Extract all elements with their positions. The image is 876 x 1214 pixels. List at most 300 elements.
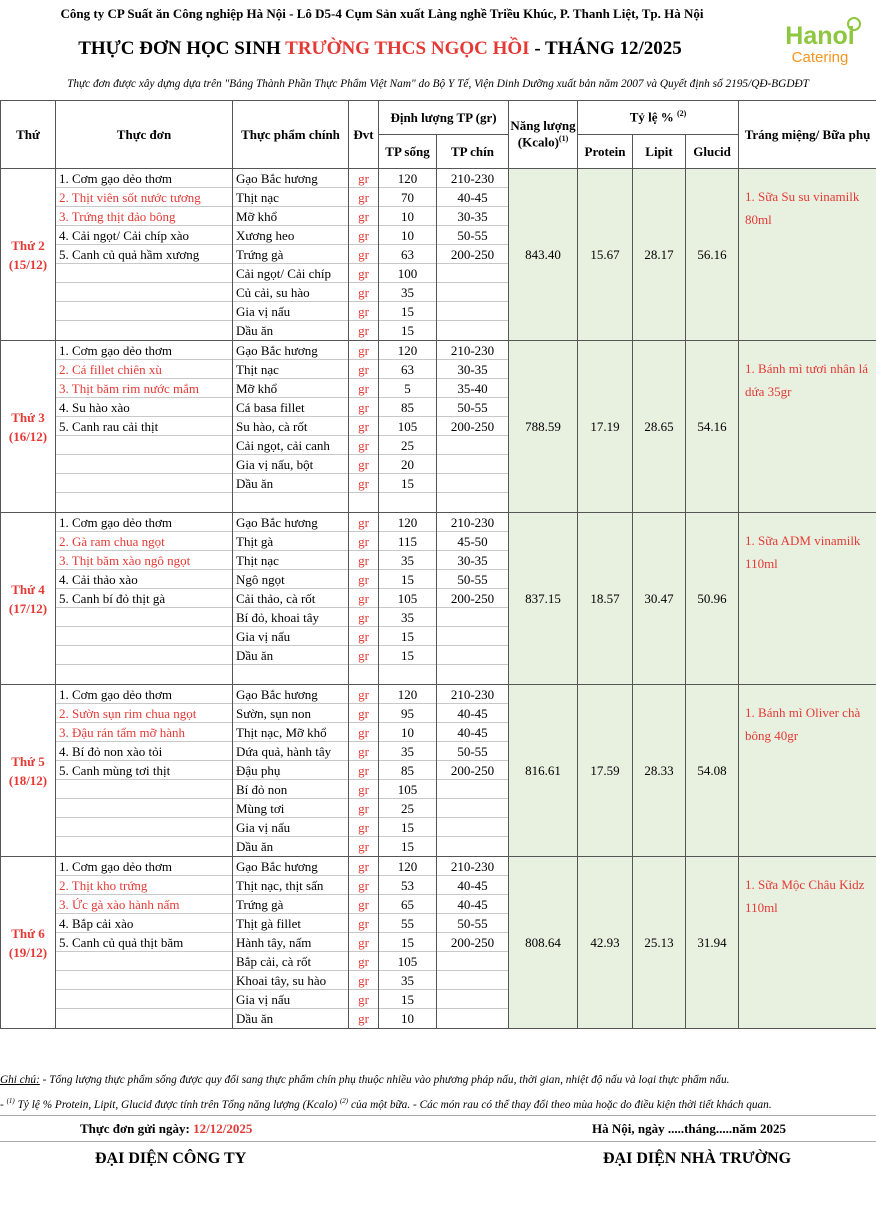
glucid-value: 54.08 [686,685,739,857]
raw-list [379,341,437,513]
unit-list [349,341,379,513]
cooked-qty-cell: 30-35 [437,207,508,226]
ingredient-cell: Cá basa fillet [233,398,348,417]
raw-qty-cell: 15 [401,839,414,854]
raw-qty-cell: 120 [379,169,436,188]
col-tp-chin: TP chín [437,135,509,169]
ingredient-cell: Cải ngọt, cải canh [233,436,348,455]
unit-cell: gr [358,1011,369,1026]
glucid-value: 31.94 [686,857,739,1029]
raw-qty-cell: 95 [379,704,436,723]
cooked-qty-cell: 40-45 [437,876,508,895]
note2-sup2: (2) [339,1097,349,1105]
dish-item: 2. Thịt kho trứng [56,876,232,895]
note-line-2 [0,1097,876,1111]
title-part1: THỰC ĐƠN HỌC SINH [78,38,286,59]
ingredient-cell: Thịt gà fillet [233,914,348,933]
raw-list [379,685,437,857]
dish-empty [56,799,232,818]
cooked-qty-cell: 200-250 [437,589,508,608]
logo-graphic [768,8,872,68]
dish-item: 1. Cơm gạo dẻo thơm [56,857,232,876]
unit-cell: gr [349,169,378,188]
unit-cell: gr [349,207,378,226]
cooked-qty-cell [437,608,508,627]
dish-empty [56,837,232,856]
raw-qty-cell: 15 [379,474,436,493]
cooked-qty-cell: 50-55 [437,742,508,761]
ingredient-cell: Xương heo [233,226,348,245]
cooked-qty-cell [437,436,508,455]
unit-cell [349,493,378,512]
unit-cell: gr [349,417,378,436]
unit-cell: gr [349,857,378,876]
ingredient-cell: Dứa quả, hành tây [233,742,348,761]
unit-cell: gr [349,589,378,608]
unit-cell: gr [349,646,378,665]
unit-cell: gr [358,839,369,854]
dish-item: 1. Cơm gạo dẻo thơm [56,685,232,704]
dish-empty [56,264,232,283]
dish-empty [56,321,232,340]
unit-cell: gr [349,341,378,360]
raw-qty-cell: 15 [379,302,436,321]
cooked-list [437,513,509,685]
cooked-list [437,341,509,513]
unit-cell: gr [349,188,378,207]
dish-empty [56,608,232,627]
dish-item: 1. Cơm gạo dẻo thơm [56,341,232,360]
day-label [1,169,56,341]
dish-item: 3. Ức gà xào hành nấm [56,895,232,914]
page-title [0,38,760,60]
cooked-qty-cell: 40-45 [437,723,508,742]
dish-item: 4. Bắp cải xào [56,914,232,933]
dish-empty [56,1009,232,1028]
cooked-qty-cell [437,799,508,818]
raw-qty-cell: 120 [379,513,436,532]
day-block [1,685,876,857]
dish-item: 4. Cải thảo xào [56,570,232,589]
raw-qty-cell: 10 [401,1011,414,1026]
raw-qty-cell: 15 [401,323,414,338]
cooked-qty-cell: 50-55 [437,226,508,245]
cooked-qty-cell [437,1009,508,1028]
raw-qty-cell: 25 [379,436,436,455]
energy-value: 788.59 [509,341,578,513]
raw-qty-cell: 105 [379,952,436,971]
ingredient-cell: Gạo Bắc hương [233,341,348,360]
raw-qty-cell: 15 [379,570,436,589]
unit-cell: gr [349,761,378,780]
ingredient-cell: Ngô ngọt [233,570,348,589]
ingredient-cell: Bắp cải, cà rốt [233,952,348,971]
cooked-qty-cell: 50-55 [437,914,508,933]
ingredient-cell: Sườn, sụn non [233,704,348,723]
ingredient-cell: Gia vị nấu [233,302,348,321]
ingredient-cell: Thịt gà [233,532,348,551]
dish-item: 3. Thịt băm rim nước mắm [56,379,232,398]
dish-empty [56,665,232,684]
ingredient-list [233,169,349,341]
cooked-qty-cell: 30-35 [437,360,508,379]
unit-cell: gr [349,780,378,799]
ingredient-cell: Gạo Bắc hương [233,857,348,876]
dish-list [56,169,233,341]
col-protein: Protein [578,135,633,169]
raw-list [379,513,437,685]
ingredient-cell: Thịt nạc [233,360,348,379]
raw-qty-cell: 55 [379,914,436,933]
raw-qty-cell: 120 [379,685,436,704]
unit-cell [349,665,378,684]
dish-list [56,513,233,685]
ingredient-cell: Trứng gà [233,895,348,914]
unit-cell: gr [349,799,378,818]
logo-sub-text: Catering [791,49,849,66]
raw-qty-cell: 35 [379,608,436,627]
note2-prefix: - [0,1098,7,1111]
note2-end: của một bữa. - Các món rau có thể thay đổi theo mùa hoặc do điều kiện thời tiết khách quan. [348,1098,772,1111]
raw-qty-cell: 120 [379,857,436,876]
cooked-qty-cell: 210-230 [437,857,508,876]
raw-list [379,857,437,1029]
cooked-qty-cell [437,283,508,302]
raw-qty-cell: 105 [379,780,436,799]
ingredient-cell: Mỡ khổ [233,207,348,226]
ty-le-sup: (2) [677,109,687,119]
unit-cell: gr [349,742,378,761]
raw-qty-cell: 10 [379,226,436,245]
ingredient-cell: Mùng tơi [233,799,348,818]
day-name: Thứ 3 [11,409,45,425]
col-thuc-don: Thực đơn [56,101,233,169]
dish-item: 4. Su hào xào [56,398,232,417]
day-date: (16/12) [8,428,48,444]
raw-qty-cell: 15 [379,627,436,646]
unit-cell: gr [349,627,378,646]
cooked-qty-cell: 210-230 [437,169,508,188]
ingredient-cell: Su hào, cà rốt [233,417,348,436]
dish-item: 4. Cải ngọt/ Cải chíp xào [56,226,232,245]
energy-value: 837.15 [509,513,578,685]
ingredient-cell: Trứng gà [233,245,348,264]
unit-cell: gr [349,398,378,417]
unit-cell: gr [349,914,378,933]
dish-list [56,685,233,857]
protein-value: 17.59 [578,685,633,857]
dish-item: 3. Thịt băm xào ngô ngọt [56,551,232,570]
day-block [1,169,876,341]
ingredient-cell: Thịt nạc, thịt sấn [233,876,348,895]
logo-main-text: Hanoi [785,22,855,50]
cooked-qty-cell: 40-45 [437,895,508,914]
cooked-list [437,169,509,341]
dish-empty [56,302,232,321]
cooked-qty-cell [437,818,508,837]
ingredient-cell: Cải thảo, cà rốt [233,589,348,608]
raw-list [379,169,437,341]
ingredient-cell: Gia vị nấu [233,818,348,837]
raw-qty-cell: 15 [379,646,436,665]
unit-cell: gr [349,971,378,990]
cooked-qty-cell: 200-250 [437,245,508,264]
day-name: Thứ 2 [11,237,45,253]
ingredient-cell: Gạo Bắc hương [233,513,348,532]
dish-item: 2. Sườn sụn rim chua ngọt [56,704,232,723]
cooked-qty-cell: 50-55 [437,398,508,417]
unit-cell: gr [349,436,378,455]
raw-qty-cell [379,665,436,684]
unit-cell: gr [349,723,378,742]
lipit-value: 28.17 [633,169,686,341]
company-header: Công ty CP Suất ăn Công nghiệp Hà Nội - Lô D5-4 Cụm Sản xuất Làng nghề Triều Khúc, P. Thanh Liệt, Tp. Hà Nội [60,6,704,21]
ingredient-cell: Gạo Bắc hương [233,169,348,188]
cooked-qty-cell [437,474,508,493]
raw-qty-cell: 85 [379,761,436,780]
raw-qty-cell: 35 [379,971,436,990]
raw-qty-cell: 10 [379,723,436,742]
unit-list [349,513,379,685]
sent-date: 12/12/2025 [193,1121,253,1136]
unit-cell: gr [349,360,378,379]
note-label: Ghi chú: [0,1074,40,1086]
day-date: (17/12) [8,600,48,616]
note-line-1 [0,1074,876,1086]
menu-reference-note: Thực đơn được xây dựng dựa trên "Bảng Thành Phần Thực Phẩm Việt Nam" do Bộ Y Tế, Viện Dinh Dưỡng xuất bản năm 2007 và Quyết định số 2195/QĐ-BGDĐT [67,78,809,90]
ingredient-cell: Dầu ăn [236,323,274,338]
cooked-qty-cell [437,971,508,990]
raw-qty-cell: 120 [379,341,436,360]
cooked-qty-cell [437,665,508,684]
dish-empty [56,952,232,971]
unit-cell: gr [349,933,378,952]
title-part2: - THÁNG 12/2025 [529,38,682,59]
dish-empty [56,818,232,837]
glucid-value: 56.16 [686,169,739,341]
unit-list [349,857,379,1029]
cooked-qty-cell: 200-250 [437,417,508,436]
raw-qty-cell: 63 [379,360,436,379]
lipit-value: 28.65 [633,341,686,513]
dish-list [56,857,233,1029]
unit-cell: gr [349,952,378,971]
dish-item: 3. Đậu rán tẩm mỡ hành [56,723,232,742]
footer-divider-2 [0,1141,876,1142]
dish-item: 2. Thịt viên sốt nước tương [56,188,232,207]
protein-value: 42.93 [578,857,633,1029]
dish-item: 5. Canh bí đỏ thịt gà [56,589,232,608]
dish-empty [56,455,232,474]
cooked-qty-cell: 35-40 [437,379,508,398]
day-name: Thứ 6 [11,925,45,941]
raw-qty-cell: 65 [379,895,436,914]
note2-mid: Tỷ lệ % Protein, Lipit, Glucid được tính trên Tổng năng lượng (Kcalo) [14,1098,340,1111]
dish-item: 5. Canh củ quả thịt băm [56,933,232,952]
raw-qty-cell: 5 [379,379,436,398]
ingredient-cell: Gia vị nấu [233,990,348,1009]
raw-qty-cell: 10 [379,207,436,226]
energy-value: 843.40 [509,169,578,341]
unit-list [349,169,379,341]
dish-empty [56,780,232,799]
dish-list [56,341,233,513]
ingredient-cell [233,665,348,684]
day-label [1,341,56,513]
cooked-list [437,857,509,1029]
glucid-value: 50.96 [686,513,739,685]
ingredient-cell: Dầu ăn [236,839,274,854]
dish-item: 4. Bí đỏ non xào tỏi [56,742,232,761]
raw-qty-cell: 15 [379,818,436,837]
footer-divider [0,1115,876,1116]
raw-qty-cell [379,493,436,512]
unit-cell: gr [349,264,378,283]
ingredient-cell: Củ cải, su hào [233,283,348,302]
ingredient-cell [233,493,348,512]
unit-cell: gr [349,570,378,589]
rep-company: ĐẠI DIỆN CÔNG TY [95,1150,247,1167]
hanoi-catering-logo [768,8,872,68]
cooked-qty-cell: 40-45 [437,704,508,723]
cooked-qty-cell: 210-230 [437,685,508,704]
dish-item: 2. Gà ram chua ngọt [56,532,232,551]
unit-cell: gr [349,685,378,704]
cooked-qty-cell [437,952,508,971]
unit-cell: gr [349,513,378,532]
raw-qty-cell: 100 [379,264,436,283]
ingredient-cell: Dầu ăn [233,474,348,493]
raw-qty-cell: 105 [379,589,436,608]
day-name: Thứ 5 [11,753,45,769]
col-thu: Thứ [1,101,56,169]
unit-cell: gr [349,455,378,474]
raw-qty-cell: 15 [379,990,436,1009]
ingredient-list [233,341,349,513]
unit-cell: gr [349,551,378,570]
cooked-qty-cell: 40-45 [437,188,508,207]
raw-qty-cell: 35 [379,283,436,302]
col-ty-le [578,101,739,135]
day-label [1,685,56,857]
nang-luong-label: Năng lượng (Kcalo) [510,118,576,150]
dessert-cell: 1. Bánh mì tươi nhân lá dứa 35gr [739,341,876,513]
day-label [1,513,56,685]
raw-qty-cell: 25 [379,799,436,818]
dish-empty [56,493,232,512]
raw-qty-cell: 35 [379,742,436,761]
raw-qty-cell: 15 [379,933,436,952]
dessert-cell: 1. Bánh mì Oliver chà bông 40gr [739,685,876,857]
menu-table [0,100,876,1029]
cooked-qty-cell: 50-55 [437,570,508,589]
glucid-value: 54.16 [686,341,739,513]
ingredient-cell: Gia vị nấu [233,627,348,646]
cooked-qty-cell: 200-250 [437,761,508,780]
ingredient-cell: Hành tây, nấm [233,933,348,952]
dish-item: 5. Canh mùng tơi thịt [56,761,232,780]
unit-cell: gr [349,876,378,895]
ingredient-cell: Đậu phụ [233,761,348,780]
cooked-qty-cell [437,990,508,1009]
cooked-qty-cell [437,302,508,321]
ingredient-cell: Dầu ăn [233,646,348,665]
ingredient-cell: Cải ngọt/ Cải chíp [233,264,348,283]
energy-value: 808.64 [509,857,578,1029]
ingredient-list [233,857,349,1029]
cooked-qty-cell [437,837,508,856]
dish-empty [56,474,232,493]
cooked-qty-cell [437,321,508,340]
day-name: Thứ 4 [11,581,45,597]
unit-cell: gr [349,990,378,1009]
lipit-value: 25.13 [633,857,686,1029]
cooked-qty-cell [437,264,508,283]
ingredient-cell: Bí đỏ, khoai tây [233,608,348,627]
unit-cell: gr [349,302,378,321]
protein-value: 17.19 [578,341,633,513]
dish-item: 5. Canh rau cải thịt [56,417,232,436]
raw-qty-cell: 115 [379,532,436,551]
dish-item: 3. Trứng thịt đảo bông [56,207,232,226]
unit-cell: gr [349,226,378,245]
dish-item: 5. Canh củ quả hầm xương [56,245,232,264]
place-date: Hà Nội, ngày .....tháng.....năm 2025 [592,1121,786,1136]
unit-cell: gr [349,818,378,837]
ingredient-cell: Khoai tây, su hào [233,971,348,990]
day-label [1,857,56,1029]
protein-value: 18.57 [578,513,633,685]
dessert-cell: 1. Sữa Mộc Châu Kidz 110ml [739,857,876,1029]
ingredient-cell: Mỡ khổ [233,379,348,398]
unit-cell: gr [349,704,378,723]
dish-empty [56,436,232,455]
cooked-qty-cell: 30-35 [437,551,508,570]
ingredient-cell: Dầu ăn [236,1011,274,1026]
raw-qty-cell: 70 [379,188,436,207]
title-school: TRƯỜNG THCS NGỌC HỒI [285,38,530,59]
cooked-qty-cell [437,780,508,799]
lipit-value: 30.47 [633,513,686,685]
protein-value: 15.67 [578,169,633,341]
ingredient-list [233,685,349,857]
cooked-qty-cell: 45-50 [437,532,508,551]
col-thuc-pham: Thực phẩm chính [233,101,349,169]
cooked-qty-cell [437,627,508,646]
raw-qty-cell: 63 [379,245,436,264]
cooked-qty-cell: 210-230 [437,513,508,532]
day-date: (15/12) [8,256,48,272]
raw-qty-cell: 53 [379,876,436,895]
note2-sup1: (1) [6,1097,15,1105]
rep-school: ĐẠI DIỆN NHÀ TRƯỜNG [603,1150,792,1167]
dish-empty [56,627,232,646]
day-block [1,857,876,1029]
day-date: (19/12) [8,944,48,960]
col-glucid: Glucid [686,135,739,169]
raw-qty-cell: 105 [379,417,436,436]
cooked-qty-cell: 210-230 [437,341,508,360]
cooked-list [437,685,509,857]
dish-empty [56,990,232,1009]
dish-empty [56,646,232,665]
unit-cell: gr [349,532,378,551]
day-block [1,341,876,513]
day-block [1,513,876,685]
dish-empty [56,283,232,302]
ingredient-list [233,513,349,685]
col-lipit: Lipit [633,135,686,169]
